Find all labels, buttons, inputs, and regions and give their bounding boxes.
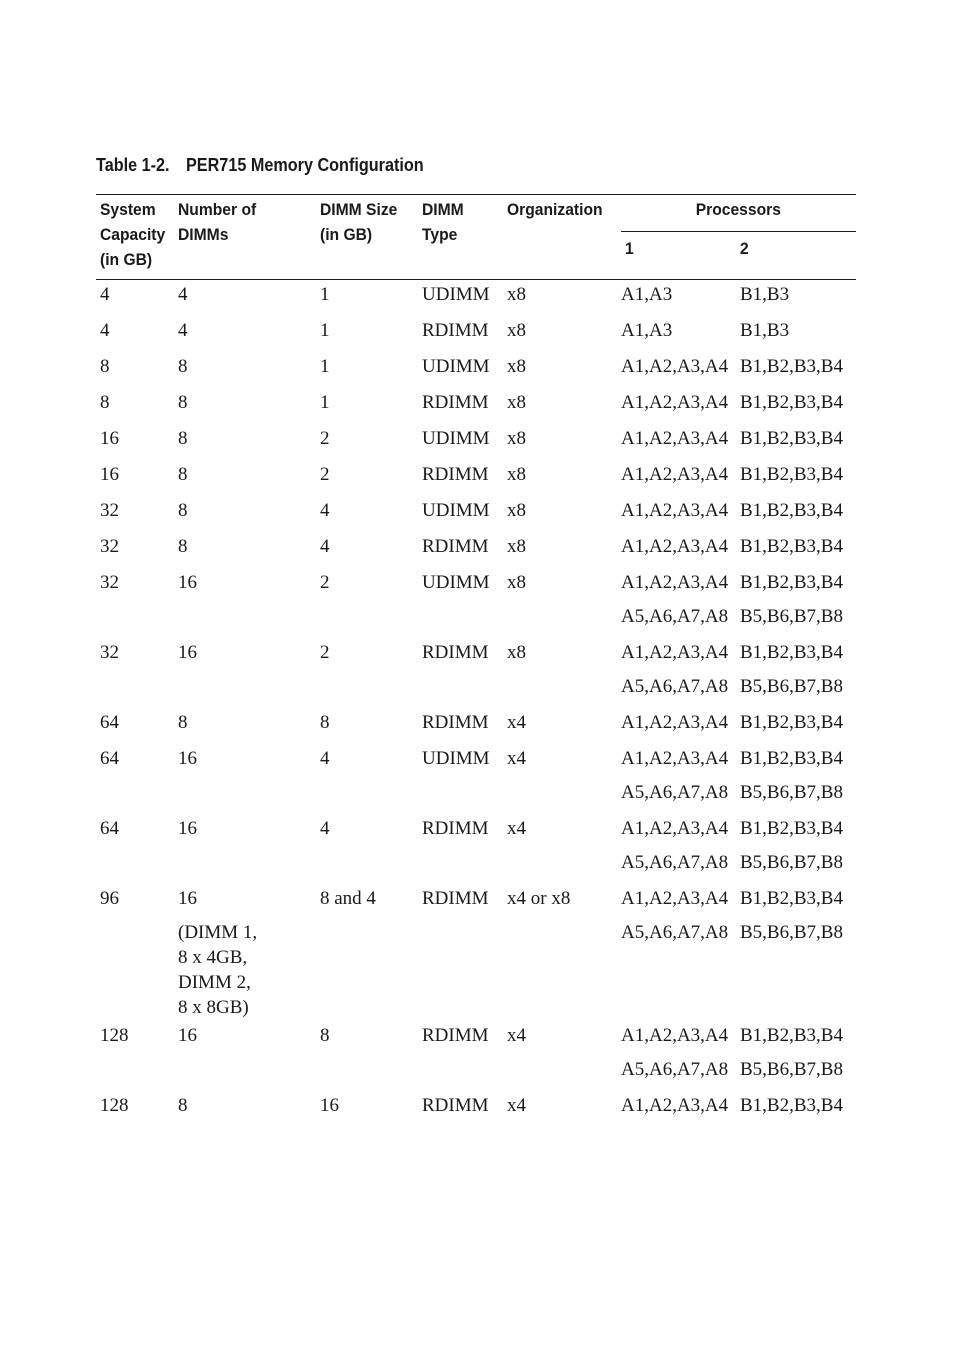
cell-processor-2: B1,B2,B3,B4 — [740, 712, 843, 733]
cell-processor-2: B5,B6,B7,B8 — [740, 852, 843, 873]
cell-system-capacity: 64 — [100, 818, 119, 839]
empty-cell — [178, 780, 320, 814]
cell-processor-1: A1,A2,A3,A4 — [621, 818, 729, 839]
table-row-continuation — [96, 1057, 856, 1091]
cell-dimm-size: 4 — [320, 500, 330, 521]
cell-processor-2: B1,B2,B3,B4 — [740, 356, 843, 377]
cell-organization: x4 — [507, 748, 526, 769]
table-row — [96, 352, 856, 388]
cell-dimm-size: 8 and 4 — [320, 888, 376, 909]
table-row — [96, 280, 856, 317]
cell-number-of-dimms: 16 — [178, 1025, 197, 1046]
dimm-composition-note: (DIMM 1, 8 x 4GB, DIMM 2, 8 x 8GB) — [178, 922, 258, 1018]
empty-cell — [320, 604, 422, 638]
empty-cell — [422, 674, 507, 708]
empty-cell — [178, 604, 320, 638]
cell-dimm-type: UDIMM — [422, 356, 490, 377]
cell-organization: x8 — [507, 536, 526, 557]
cell-dimm-size: 4 — [320, 748, 330, 769]
cell-processor-1: A5,A6,A7,A8 — [621, 676, 729, 697]
cell-processor-1: A1,A2,A3,A4 — [621, 464, 729, 485]
cell-system-capacity: 64 — [100, 712, 119, 733]
cell-dimm-type: UDIMM — [422, 428, 490, 449]
cell-processor-2: B1,B2,B3,B4 — [740, 818, 843, 839]
table-title: PER715 Memory Configuration — [186, 155, 424, 175]
table-row — [96, 1091, 856, 1127]
header-number-of-dimms: Number of DIMMs — [178, 195, 320, 280]
empty-cell — [96, 1057, 178, 1091]
empty-cell — [320, 780, 422, 814]
cell-processor-1: A1,A2,A3,A4 — [621, 572, 729, 593]
cell-number-of-dimms: 16 — [178, 642, 197, 663]
cell-processor-1: A1,A3 — [621, 320, 673, 341]
header-system-capacity: System Capacity (in GB) — [96, 195, 178, 280]
cell-processor-1: A1,A2,A3,A4 — [621, 642, 729, 663]
cell-system-capacity: 32 — [100, 572, 119, 593]
cell-processor-2: B5,B6,B7,B8 — [740, 1059, 843, 1080]
table-row — [96, 568, 856, 604]
cell-number-of-dimms: 8 — [178, 392, 188, 413]
cell-processor-1: A1,A2,A3,A4 — [621, 356, 729, 377]
cell-processor-2: B1,B2,B3,B4 — [740, 572, 843, 593]
table-row — [96, 1021, 856, 1057]
cell-dimm-size: 1 — [320, 392, 330, 413]
cell-processor-2: B5,B6,B7,B8 — [740, 782, 843, 803]
cell-system-capacity: 128 — [100, 1095, 129, 1116]
empty-cell — [422, 780, 507, 814]
table-caption — [96, 155, 424, 176]
empty-cell — [320, 674, 422, 708]
cell-dimm-size: 8 — [320, 1025, 330, 1046]
cell-processor-1: A1,A2,A3,A4 — [621, 712, 729, 733]
cell-processor-1: A5,A6,A7,A8 — [621, 922, 729, 943]
cell-processor-2: B1,B2,B3,B4 — [740, 1025, 843, 1046]
cell-dimm-size: 4 — [320, 536, 330, 557]
cell-processor-2: B1,B2,B3,B4 — [740, 428, 843, 449]
empty-cell — [96, 850, 178, 884]
cell-dimm-type: UDIMM — [422, 284, 490, 305]
cell-organization: x4 or x8 — [507, 888, 571, 909]
empty-cell — [96, 604, 178, 638]
cell-number-of-dimms: 4 — [178, 284, 188, 305]
header-dimm-type: DIMM Type — [422, 195, 507, 280]
cell-dimm-type: RDIMM — [422, 320, 489, 341]
cell-processor-2: B1,B2,B3,B4 — [740, 1095, 843, 1116]
table-row-continuation — [96, 604, 856, 638]
cell-dimm-size: 1 — [320, 320, 330, 341]
cell-system-capacity: 32 — [100, 642, 119, 663]
cell-system-capacity: 128 — [100, 1025, 129, 1046]
table-row — [96, 496, 856, 532]
cell-dimm-size: 1 — [320, 284, 330, 305]
cell-processor-1: A1,A2,A3,A4 — [621, 392, 729, 413]
empty-cell — [320, 920, 422, 1021]
cell-number-of-dimms: 16 — [178, 748, 197, 769]
cell-processor-1: A5,A6,A7,A8 — [621, 606, 729, 627]
cell-dimm-type: RDIMM — [422, 464, 489, 485]
table-row-continuation — [96, 780, 856, 814]
cell-organization: x4 — [507, 1095, 526, 1116]
cell-number-of-dimms: 16 (DIMM 1, 8 x 4GB, DIMM 2, 8 x 8GB) — [178, 884, 320, 1021]
cell-organization: x8 — [507, 392, 526, 413]
cell-processor-1: A1,A3 — [621, 284, 673, 305]
empty-cell — [507, 674, 621, 708]
cell-processor-2: B5,B6,B7,B8 — [740, 922, 843, 943]
empty-cell — [507, 780, 621, 814]
cell-dimm-type: RDIMM — [422, 536, 489, 557]
empty-cell — [178, 674, 320, 708]
cell-organization: x8 — [507, 464, 526, 485]
cell-organization: x4 — [507, 1025, 526, 1046]
cell-number-of-dimms: 8 — [178, 428, 188, 449]
cell-dimm-size: 2 — [320, 464, 330, 485]
cell-system-capacity: 64 — [100, 748, 119, 769]
cell-dimm-size: 1 — [320, 356, 330, 377]
cell-processor-2: B1,B3 — [740, 284, 790, 305]
cell-processor-1: A1,A2,A3,A4 — [621, 500, 729, 521]
cell-system-capacity: 4 — [100, 284, 110, 305]
cell-number-of-dimms: 8 — [178, 464, 188, 485]
cell-organization: x8 — [507, 500, 526, 521]
table-row — [96, 884, 856, 920]
cell-number-of-dimms: 8 — [178, 1095, 188, 1116]
header-processor-2: 2 — [740, 232, 856, 280]
memory-configuration-table — [96, 194, 856, 1127]
cell-number-of-dimms: 16 — [178, 818, 197, 839]
cell-processor-1: A1,A2,A3,A4 — [621, 1025, 729, 1046]
empty-cell — [178, 1057, 320, 1091]
cell-number-of-dimms: 8 — [178, 712, 188, 733]
cell-processor-2: B1,B2,B3,B4 — [740, 888, 843, 909]
table-row — [96, 814, 856, 850]
cell-processor-2: B1,B2,B3,B4 — [740, 392, 843, 413]
cell-dimm-size: 2 — [320, 428, 330, 449]
empty-cell — [507, 604, 621, 638]
cell-organization: x8 — [507, 356, 526, 377]
table-body — [96, 280, 856, 1128]
cell-system-capacity: 8 — [100, 356, 110, 377]
cell-processor-1: A5,A6,A7,A8 — [621, 852, 729, 873]
cell-organization: x8 — [507, 428, 526, 449]
cell-dimm-size: 4 — [320, 818, 330, 839]
cell-system-capacity: 16 — [100, 464, 119, 485]
cell-number-of-dimms: 8 — [178, 500, 188, 521]
cell-processor-2: B1,B2,B3,B4 — [740, 748, 843, 769]
cell-dimm-type: RDIMM — [422, 818, 489, 839]
table-row — [96, 424, 856, 460]
cell-system-capacity: 32 — [100, 536, 119, 557]
empty-cell — [422, 920, 507, 1021]
empty-cell — [96, 674, 178, 708]
cell-dimm-type: RDIMM — [422, 888, 489, 909]
table-row — [96, 744, 856, 780]
cell-organization: x8 — [507, 320, 526, 341]
empty-cell — [96, 920, 178, 1021]
cell-organization: x8 — [507, 284, 526, 305]
table-row-continuation — [96, 850, 856, 884]
cell-dimm-type: UDIMM — [422, 748, 490, 769]
header-processors: Processors — [621, 195, 856, 232]
cell-processor-2: B1,B2,B3,B4 — [740, 536, 843, 557]
cell-organization: x4 — [507, 712, 526, 733]
table-number: Table 1-2. — [96, 155, 170, 175]
cell-system-capacity: 8 — [100, 392, 110, 413]
cell-number-of-dimms: 8 — [178, 356, 188, 377]
empty-cell — [320, 850, 422, 884]
cell-organization: x8 — [507, 642, 526, 663]
cell-processor-1: A5,A6,A7,A8 — [621, 782, 729, 803]
empty-cell — [507, 850, 621, 884]
cell-system-capacity: 4 — [100, 320, 110, 341]
table-row — [96, 638, 856, 674]
cell-dimm-type: UDIMM — [422, 572, 490, 593]
cell-dimm-type: RDIMM — [422, 712, 489, 733]
empty-cell — [422, 1057, 507, 1091]
cell-dimm-size: 8 — [320, 712, 330, 733]
cell-number-of-dimms: 16 — [178, 572, 197, 593]
empty-cell — [178, 850, 320, 884]
empty-cell — [507, 920, 621, 1021]
header-organization: Organization — [507, 195, 621, 280]
cell-processor-2: B5,B6,B7,B8 — [740, 606, 843, 627]
cell-dimm-type: UDIMM — [422, 500, 490, 521]
table-row — [96, 532, 856, 568]
table-row — [96, 316, 856, 352]
cell-processor-1: A1,A2,A3,A4 — [621, 748, 729, 769]
cell-processor-1: A1,A2,A3,A4 — [621, 888, 729, 909]
cell-dimm-type: RDIMM — [422, 392, 489, 413]
cell-dimm-size: 2 — [320, 572, 330, 593]
cell-number-of-dimms: 4 — [178, 320, 188, 341]
cell-system-capacity: 96 — [100, 888, 119, 909]
cell-processor-2: B1,B2,B3,B4 — [740, 464, 843, 485]
cell-processor-2: B1,B3 — [740, 320, 790, 341]
cell-processor-1: A1,A2,A3,A4 — [621, 1095, 729, 1116]
empty-cell — [96, 780, 178, 814]
cell-dimm-size: 2 — [320, 642, 330, 663]
empty-cell — [507, 1057, 621, 1091]
empty-cell — [422, 604, 507, 638]
table-row-continuation — [96, 674, 856, 708]
empty-cell — [422, 850, 507, 884]
cell-processor-2: B5,B6,B7,B8 — [740, 676, 843, 697]
cell-processor-2: B1,B2,B3,B4 — [740, 642, 843, 663]
cell-system-capacity: 32 — [100, 500, 119, 521]
cell-system-capacity: 16 — [100, 428, 119, 449]
cell-processor-1: A5,A6,A7,A8 — [621, 1059, 729, 1080]
table-row — [96, 388, 856, 424]
empty-cell — [320, 1057, 422, 1091]
table-row — [96, 460, 856, 496]
cell-dimm-type: RDIMM — [422, 642, 489, 663]
cell-dimm-type: RDIMM — [422, 1025, 489, 1046]
cell-organization: x4 — [507, 818, 526, 839]
header-dimm-size: DIMM Size (in GB) — [320, 195, 422, 280]
cell-dimm-size: 16 — [320, 1095, 339, 1116]
cell-organization: x8 — [507, 572, 526, 593]
cell-number-of-dimms: 8 — [178, 536, 188, 557]
cell-processor-1: A1,A2,A3,A4 — [621, 428, 729, 449]
cell-dimm-type: RDIMM — [422, 1095, 489, 1116]
cell-processor-1: A1,A2,A3,A4 — [621, 536, 729, 557]
cell-processor-2: B1,B2,B3,B4 — [740, 500, 843, 521]
header-processor-1: 1 — [621, 232, 740, 280]
table-row — [96, 708, 856, 744]
